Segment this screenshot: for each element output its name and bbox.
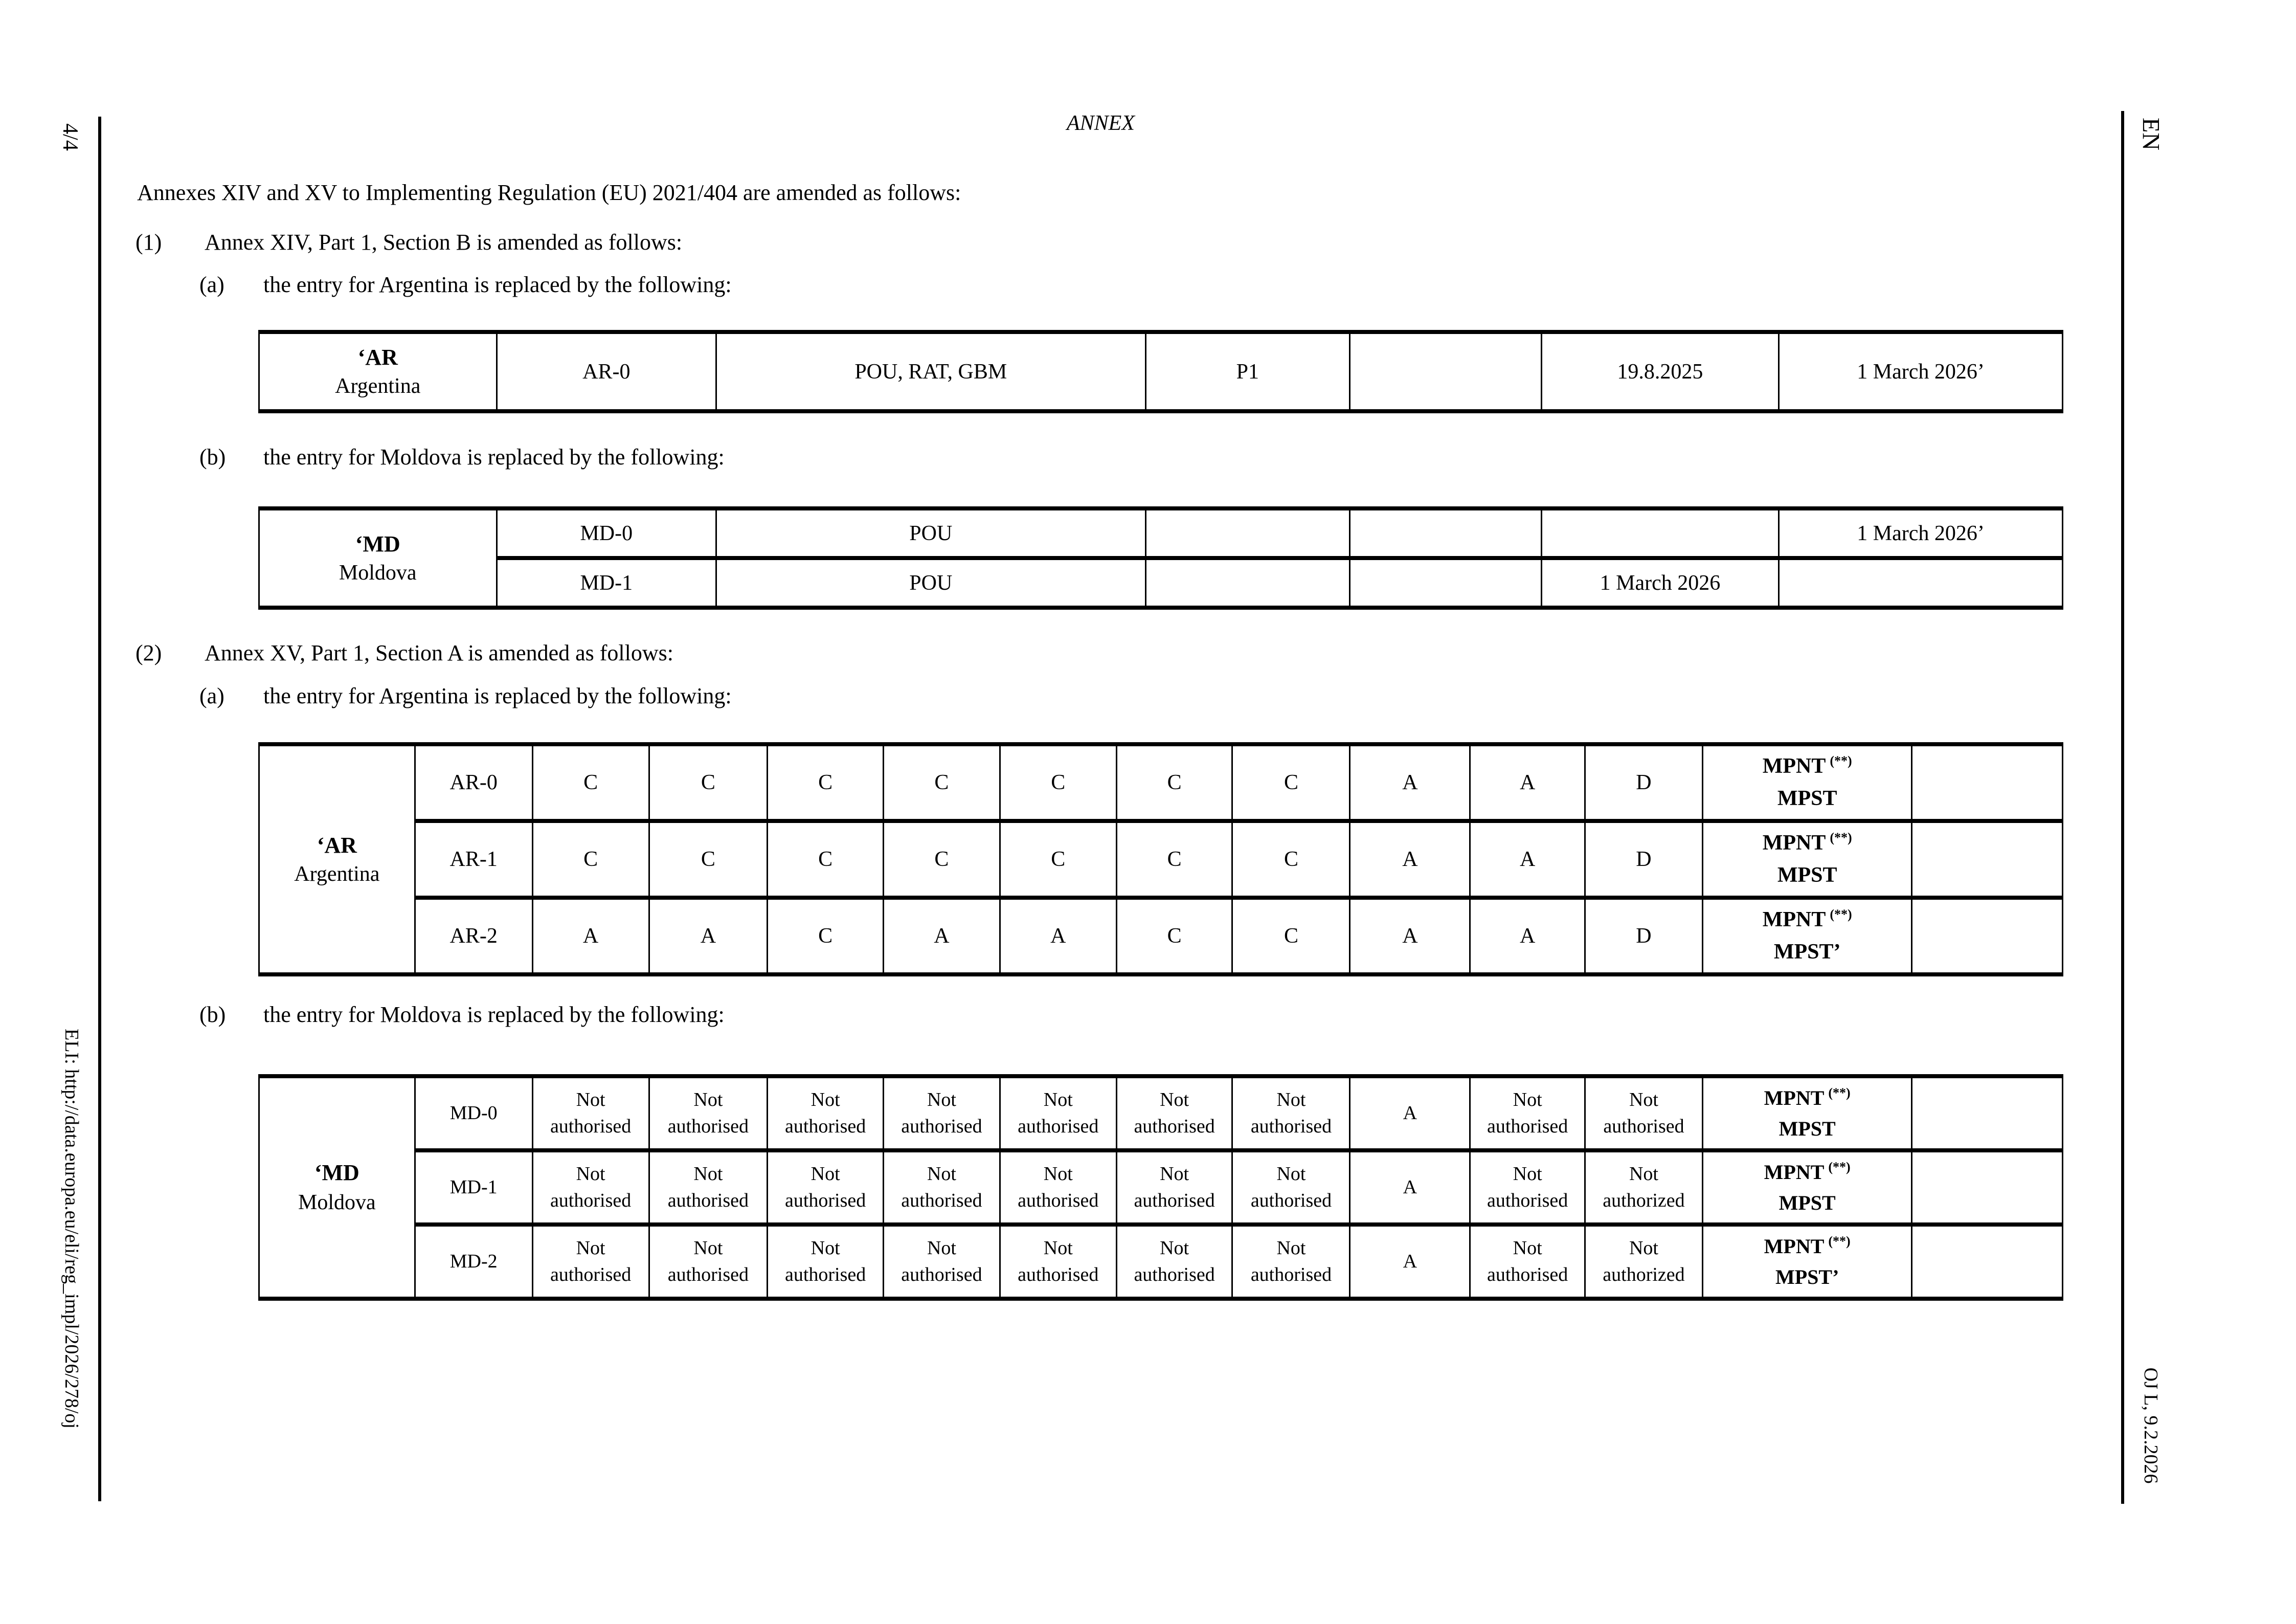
status-cell: A xyxy=(1470,898,1585,974)
date-from-cell: 19.8.2025 xyxy=(1541,332,1779,411)
status-cell: D xyxy=(1585,898,1702,974)
special-conditions-cell xyxy=(1702,744,1911,821)
annex-title: ANNEX xyxy=(1067,112,1135,135)
status-cell: Not authorized xyxy=(1585,1225,1702,1299)
status-cell: A xyxy=(884,898,1000,974)
language-code: EN xyxy=(2137,118,2165,150)
special-conditions-cell xyxy=(1702,1076,1911,1150)
status-cell: Not authorised xyxy=(649,1150,768,1225)
status-cell: Not authorised xyxy=(649,1225,768,1299)
table-xv-moldova xyxy=(258,1074,2063,1301)
status-cell: A xyxy=(1000,898,1116,974)
status-cell: Not authorised xyxy=(1000,1150,1116,1225)
item-number: (b) xyxy=(199,1002,226,1027)
item-text: Annex XV, Part 1, Section A is amended as follows: xyxy=(205,640,673,665)
status-cell: Not authorised xyxy=(1585,1076,1702,1150)
status-cell: A xyxy=(1350,1076,1470,1150)
oj-reference: OJ L, 9.2.2026 xyxy=(2140,1367,2162,1484)
special-line1: MPNT xyxy=(1764,1234,1825,1258)
country-name: Argentina xyxy=(294,862,380,886)
status-cell: Not authorised xyxy=(532,1076,649,1150)
country-cell xyxy=(259,332,497,411)
item-number: (2) xyxy=(136,640,162,665)
special-line1: MPNT xyxy=(1764,1086,1825,1109)
table-xv-argentina xyxy=(258,742,2063,976)
special-line2: MPST xyxy=(1779,1117,1836,1140)
status-cell: Not authorised xyxy=(1232,1150,1350,1225)
item-number: (b) xyxy=(199,444,226,470)
country-name: Argentina xyxy=(335,374,421,398)
status-cell: Not authorised xyxy=(768,1225,884,1299)
table-xiv-argentina xyxy=(258,330,2063,413)
commodities-cell: POU, RAT, GBM xyxy=(716,332,1145,411)
item-number: (a) xyxy=(199,683,224,708)
footnote-marker: (**) xyxy=(1830,907,1852,922)
status-cell: D xyxy=(1585,744,1702,821)
status-cell: D xyxy=(1585,821,1702,898)
conditions-cell: P1 xyxy=(1145,332,1350,411)
status-cell: Not authorised xyxy=(532,1225,649,1299)
item-2b xyxy=(199,1002,725,1028)
special-conditions-cell xyxy=(1702,1225,1911,1299)
status-cell: C xyxy=(1232,744,1350,821)
item-text: the entry for Argentina is replaced by the following: xyxy=(263,683,732,708)
zone-code-cell: AR-1 xyxy=(415,821,532,898)
item-text: the entry for Argentina is replaced by the following: xyxy=(263,272,732,297)
item-text: Annex XIV, Part 1, Section B is amended as follows: xyxy=(205,230,683,255)
date-from-cell xyxy=(1541,508,1779,558)
footnote-marker: (**) xyxy=(1830,830,1852,845)
status-cell: A xyxy=(1350,1150,1470,1225)
status-cell: C xyxy=(1232,821,1350,898)
special-line2: MPST xyxy=(1777,863,1837,887)
country-code: ‘AR xyxy=(317,832,357,858)
status-cell: C xyxy=(649,821,768,898)
special-line2: MPST xyxy=(1777,787,1837,810)
zone-code-cell: MD-1 xyxy=(415,1150,532,1225)
footnote-marker: (**) xyxy=(1828,1085,1851,1101)
empty-cell xyxy=(1145,508,1350,558)
date-to-cell xyxy=(1779,558,2063,608)
status-cell: A xyxy=(1470,744,1585,821)
special-line1: MPNT xyxy=(1762,831,1826,855)
item-text: the entry for Moldova is replaced by the following: xyxy=(263,1002,725,1027)
country-code: ‘MD xyxy=(314,1160,359,1186)
status-cell: Not authorised xyxy=(1116,1150,1232,1225)
status-cell: Not authorised xyxy=(1470,1150,1585,1225)
special-line1: MPNT xyxy=(1762,754,1826,778)
intro-paragraph: Annexes XIV and XV to Implementing Regulation (EU) 2021/404 are amended as follows: xyxy=(137,180,961,205)
status-cell: C xyxy=(1116,744,1232,821)
commodities-cell: POU xyxy=(716,508,1145,558)
special-line2: MPST xyxy=(1779,1191,1836,1214)
status-cell: C xyxy=(532,744,649,821)
empty-cell xyxy=(1912,821,2063,898)
status-cell: C xyxy=(1116,821,1232,898)
status-cell: A xyxy=(1350,1225,1470,1299)
status-cell: A xyxy=(649,898,768,974)
status-cell: Not authorised xyxy=(1232,1076,1350,1150)
item-1a xyxy=(199,272,732,298)
status-cell: A xyxy=(1350,898,1470,974)
status-cell: Not authorised xyxy=(1232,1225,1350,1299)
empty-cell xyxy=(1350,558,1542,608)
special-conditions-cell xyxy=(1702,898,1911,974)
status-cell: A xyxy=(532,898,649,974)
country-name: Moldova xyxy=(298,1190,376,1214)
status-cell: Not authorised xyxy=(1470,1076,1585,1150)
empty-cell xyxy=(1912,1076,2063,1150)
status-cell: C xyxy=(768,744,884,821)
status-cell: Not authorised xyxy=(1116,1225,1232,1299)
zone-code-cell: MD-1 xyxy=(497,558,716,608)
footnote-marker: (**) xyxy=(1830,753,1852,768)
status-cell: Not authorised xyxy=(1116,1076,1232,1150)
zone-code-cell: MD-0 xyxy=(415,1076,532,1150)
status-cell: Not authorised xyxy=(884,1225,1000,1299)
status-cell: C xyxy=(532,821,649,898)
country-code: ‘AR xyxy=(357,345,398,370)
status-cell: Not authorised xyxy=(649,1076,768,1150)
country-cell xyxy=(259,1076,415,1299)
status-cell: Not authorised xyxy=(768,1150,884,1225)
status-cell: Not authorised xyxy=(1470,1225,1585,1299)
country-code: ‘MD xyxy=(355,531,400,557)
status-cell: C xyxy=(1232,898,1350,974)
left-margin-rule xyxy=(98,117,101,1501)
status-cell: Not authorised xyxy=(884,1150,1000,1225)
item-2a xyxy=(199,683,732,709)
status-cell: Not authorised xyxy=(884,1076,1000,1150)
empty-cell xyxy=(1912,1150,2063,1225)
zone-code-cell: AR-0 xyxy=(497,332,716,411)
status-cell: C xyxy=(884,744,1000,821)
special-conditions-cell xyxy=(1702,1150,1911,1225)
status-cell: A xyxy=(1350,744,1470,821)
zone-code-cell: MD-2 xyxy=(415,1225,532,1299)
status-cell: Not authorised xyxy=(1000,1076,1116,1150)
sheet-number: 4/4 xyxy=(58,123,82,151)
status-cell: C xyxy=(1116,898,1232,974)
special-line2: MPST’ xyxy=(1775,1265,1839,1288)
zone-code-cell: AR-2 xyxy=(415,898,532,974)
eli-reference: ELI: http://data.europa.eu/eli/reg_impl/2026/278/oj xyxy=(61,1029,82,1429)
item-text: the entry for Moldova is replaced by the following: xyxy=(263,444,725,470)
commodities-cell: POU xyxy=(716,558,1145,608)
item-number: (a) xyxy=(199,272,224,297)
zone-code-cell: MD-0 xyxy=(497,508,716,558)
country-name: Moldova xyxy=(339,561,417,585)
empty-cell xyxy=(1912,898,2063,974)
zone-code-cell: AR-0 xyxy=(415,744,532,821)
status-cell: C xyxy=(1000,744,1116,821)
status-cell: A xyxy=(1470,821,1585,898)
country-cell xyxy=(259,508,497,608)
item-2 xyxy=(136,640,673,666)
status-cell: C xyxy=(649,744,768,821)
date-to-cell: 1 March 2026’ xyxy=(1779,332,2063,411)
status-cell: C xyxy=(884,821,1000,898)
status-cell: Not authorised xyxy=(1000,1225,1116,1299)
status-cell: C xyxy=(768,898,884,974)
item-1 xyxy=(136,230,682,256)
right-margin-rule xyxy=(2121,111,2124,1504)
special-line1: MPNT xyxy=(1764,1160,1825,1184)
date-to-cell: 1 March 2026’ xyxy=(1779,508,2063,558)
status-cell: A xyxy=(1350,821,1470,898)
status-cell: Not authorised xyxy=(768,1076,884,1150)
empty-cell xyxy=(1350,332,1542,411)
empty-cell xyxy=(1912,1225,2063,1299)
status-cell: C xyxy=(1000,821,1116,898)
footnote-marker: (**) xyxy=(1828,1234,1851,1249)
table-xiv-moldova xyxy=(258,506,2063,610)
item-1b xyxy=(199,444,725,471)
special-line1: MPNT xyxy=(1762,908,1826,931)
special-conditions-cell xyxy=(1702,821,1911,898)
special-line2: MPST’ xyxy=(1773,940,1841,964)
status-cell: Not authorised xyxy=(532,1150,649,1225)
empty-cell xyxy=(1350,508,1542,558)
date-from-cell: 1 March 2026 xyxy=(1541,558,1779,608)
item-number: (1) xyxy=(136,230,162,255)
status-cell: Not authorized xyxy=(1585,1150,1702,1225)
empty-cell xyxy=(1145,558,1350,608)
footnote-marker: (**) xyxy=(1828,1160,1851,1175)
country-cell xyxy=(259,744,415,974)
status-cell: C xyxy=(768,821,884,898)
empty-cell xyxy=(1912,744,2063,821)
